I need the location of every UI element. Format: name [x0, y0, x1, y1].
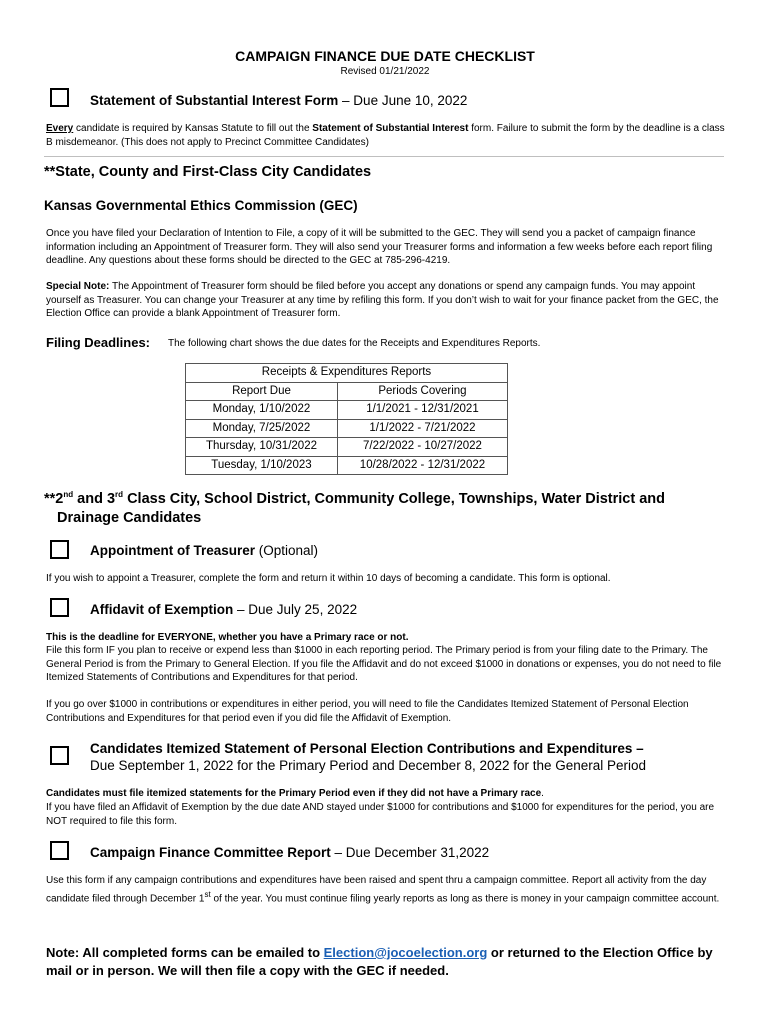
column-header: Periods Covering [337, 382, 507, 401]
itemized-bold-note: Candidates must file itemized statements for the Primary Period even if they did not have a Primary race. [46, 788, 544, 799]
gec-body: Once you have filed your Declaration of Intention to File, a copy of it will be submitted to the GEC. They will send you a packet of campaign finance information including an Appointment of Treasurer form. They will also send your Treasurer forms and information a few weeks before each report filing deadline. Any questions about these forms should be directed to the GEC at 785-296-4219. [46, 228, 713, 266]
filing-deadlines-text: The following chart shows the due dates for the Receipts and Expenditures Reports. [168, 338, 541, 349]
second-section-heading-line2: Drainage Candidates [57, 510, 202, 526]
table-title: Receipts & Expenditures Reports [186, 364, 508, 383]
affidavit-heading: Affidavit of Exemption – Due July 25, 2022 [90, 602, 358, 617]
divider [44, 156, 724, 157]
ssi-checkbox[interactable] [50, 88, 69, 107]
treasurer-body: If you wish to appoint a Treasurer, complete the form and return it within 10 days of becoming a candidate. This form is optional. [46, 573, 611, 584]
table-cell: Monday, 7/25/2022 [186, 419, 338, 438]
committee-checkbox[interactable] [50, 841, 69, 860]
footer-note: Note: All completed forms can be emailed to Election@jocoelection.org or returned to the Election Office by mail or in person. We will then file a copy with the GEC if needed. [46, 945, 713, 978]
table-row [186, 419, 508, 438]
table-row [186, 456, 508, 475]
filing-deadlines-label: Filing Deadlines: [46, 335, 151, 350]
table-cell: Tuesday, 1/10/2023 [186, 456, 338, 475]
itemized-heading-line2: Due September 1, 2022 for the Primary Period and December 8, 2022 for the General Period [90, 758, 647, 773]
table-row [186, 438, 508, 457]
page-title: CAMPAIGN FINANCE DUE DATE CHECKLIST [235, 48, 535, 64]
special-note: Special Note: The Appointment of Treasurer form should be filed before you accept any donations or spend any campaign funds. You may appoint yourself as Treasurer. You can change your Treasurer at any time by refiling this form. If you don’t wish to wait for your finance packet from the GEC, the Election Office can provide a blank Appointment of Treasurer form. [46, 281, 719, 319]
itemized-checkbox[interactable] [50, 746, 69, 765]
itemized-heading: Candidates Itemized Statement of Personal Election Contributions and Expenditures – [90, 741, 644, 756]
state-section-heading: **State, County and First-Class City Candidates [44, 164, 372, 180]
itemized-body: If you have filed an Affidavit of Exemption by the due date AND stayed under $1000 for contributions and $1000 for expenditures for the period, you are NOT required to file this form. [46, 802, 715, 827]
table-cell: Monday, 1/10/2022 [186, 401, 338, 420]
table-cell: 7/22/2022 - 10/27/2022 [337, 438, 507, 457]
affidavit-body-2: If you go over $1000 in contributions or expenditures in either period, you will need to file the Candidates Itemized Statement of Personal Election Contributions and Expenditures for that period even if you did file the Affidavit of Exemption. [46, 699, 689, 724]
affidavit-body: File this form IF you plan to receive or expend less than $1000 in each reporting period. The Primary period is from your filing date to the Primary. The General Period is from the Primary to General Election. If you file the Affidavit and do not exceed $1000 in donations or expenses, you do not need to file Itemized Statements of Contributions and Expenditures for that period. [46, 645, 722, 683]
email-link[interactable]: Election@jocoelection.org [323, 945, 488, 960]
table-row [186, 401, 508, 420]
second-section-heading: **2nd and 3rd Class City, School District, Community College, Townships, Water District and [44, 490, 665, 507]
treasurer-checkbox[interactable] [50, 540, 69, 559]
affidavit-deadline-note: This is the deadline for EVERYONE, whether you have a Primary race or not. [46, 632, 409, 643]
ssi-heading: Statement of Substantial Interest Form – Due June 10, 2022 [90, 93, 468, 108]
table-title-row [186, 364, 508, 383]
revision-date: Revised 01/21/2022 [340, 66, 430, 77]
column-header: Report Due [186, 382, 338, 401]
table-cell: 10/28/2022 - 12/31/2022 [337, 456, 507, 475]
table-cell: Thursday, 10/31/2022 [186, 438, 338, 457]
gec-heading: Kansas Governmental Ethics Commission (GEC) [44, 198, 358, 213]
treasurer-heading: Appointment of Treasurer (Optional) [90, 543, 319, 558]
table-cell: 1/1/2022 - 7/21/2022 [337, 419, 507, 438]
affidavit-checkbox[interactable] [50, 598, 69, 617]
ssi-body: Every candidate is required by Kansas Statute to fill out the Statement of Substantial Interest form. Failure to submit the form by the deadline is a class B misdemeanor. (This does not apply to Precinct Committee Candidates) [46, 123, 725, 148]
table-cell: 1/1/2021 - 12/31/2021 [337, 401, 507, 420]
report-table [185, 363, 508, 475]
committee-heading: Campaign Finance Committee Report – Due December 31,2022 [90, 845, 490, 860]
table-header-row [186, 382, 508, 401]
committee-body: Use this form if any campaign contributions and expenditures have been raised and spent thru a campaign committee. Report all activity from the day candidate filed through December 1st of the year. You must continue filing yearly reports as long as there is money in your campaign committee account. [46, 875, 720, 904]
